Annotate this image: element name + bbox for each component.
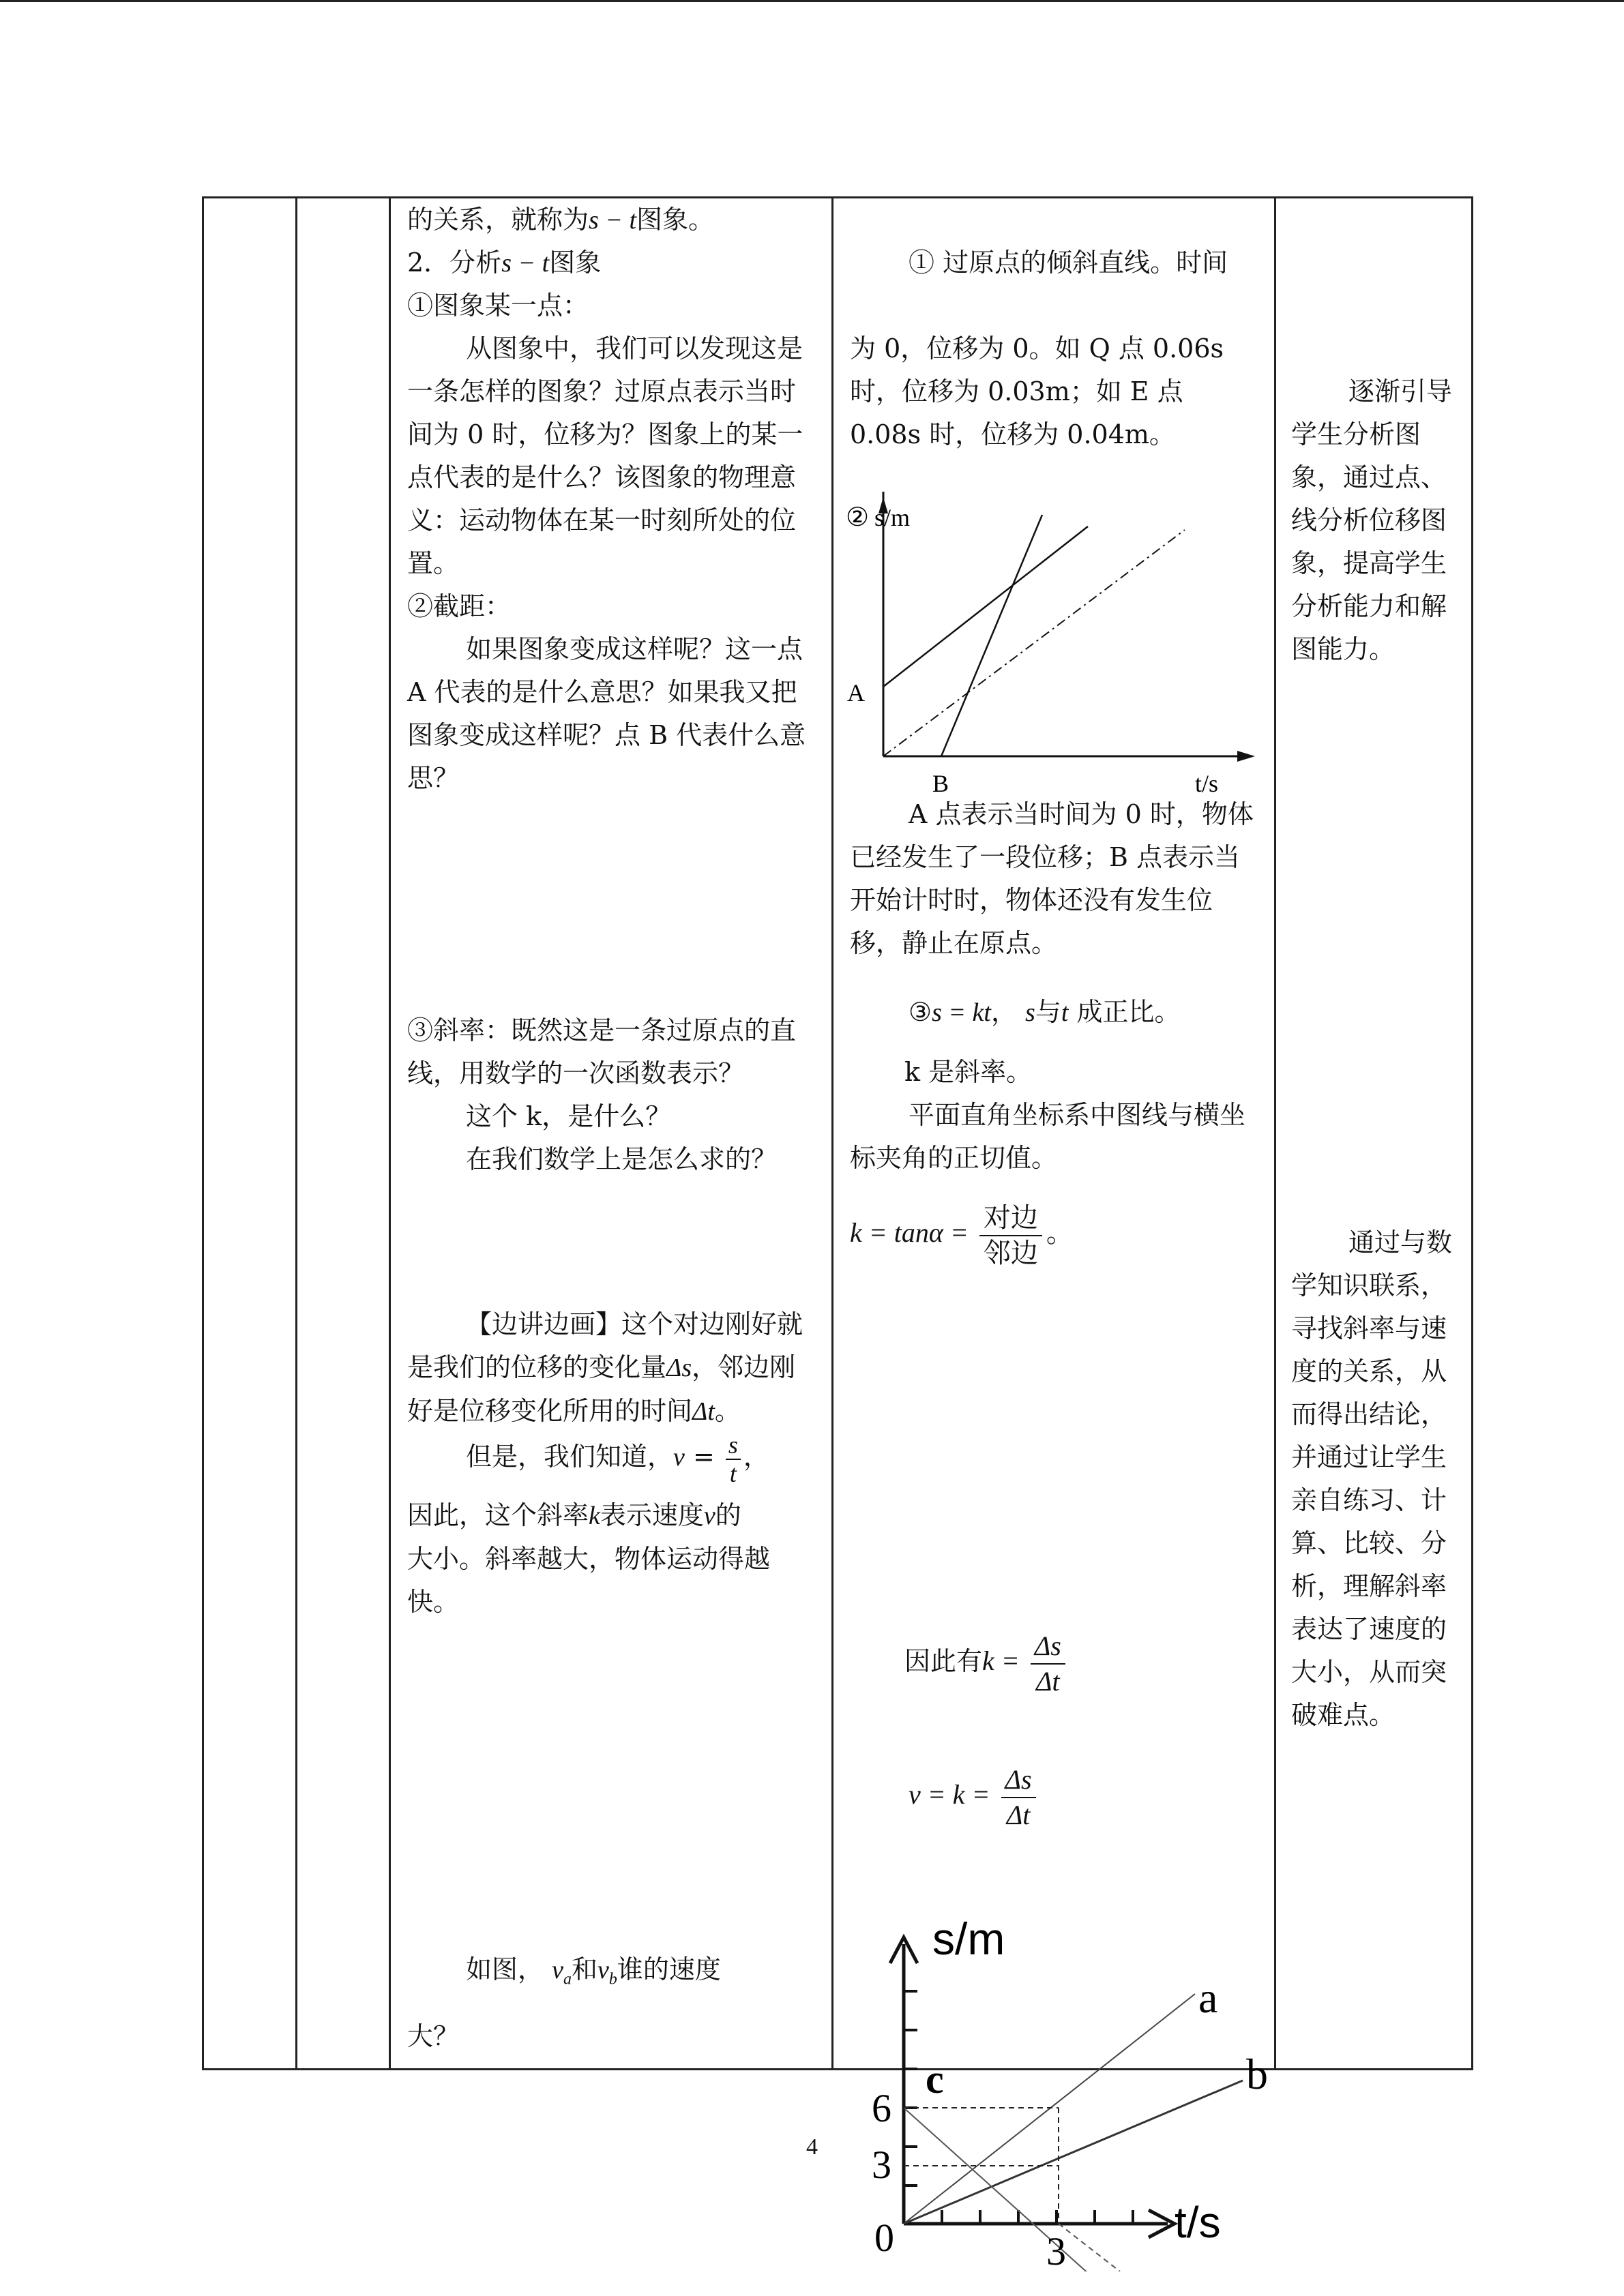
g2-tick-6: 6 xyxy=(872,2086,891,2130)
lesson-table xyxy=(202,196,1473,2271)
question-which-faster: 如图， $v_a$和$v_b$谁的速度 xyxy=(466,1954,721,1988)
graph1-y-label: s/m xyxy=(874,504,911,531)
g2-label-a: a xyxy=(1198,1973,1218,2022)
item-2-label: ②截距： xyxy=(407,591,512,621)
item-3-slope: ③斜率：既然这是一条过原点的直线，用数学的一次函数表示？ xyxy=(407,1015,797,1088)
item-1-label: ①图象某一点： xyxy=(407,290,589,320)
answer-2-intercepts: A 点表示当时间为 0 时，物体已经发生了一段位移；B 点表示当开始计时时，物体还没有发生位移，静止在原点。 xyxy=(850,799,1254,958)
note-analyze-graph: 逐渐引导学生分析图象，通过点、线分析位移图象，提高学生分析能力和解图能力。 xyxy=(1291,376,1453,664)
line-with-intercept-b xyxy=(941,515,1042,756)
g2-tick-3-x: 3 xyxy=(1046,2229,1066,2271)
g2-tick-3-y: 3 xyxy=(872,2143,891,2187)
formula-k: 因此有k = $\frac{\Delta s}{\Delta t}$ xyxy=(904,1629,1259,1699)
graph1-x-label: t/s xyxy=(1195,770,1219,797)
paragraph-draw: 【边讲边画】这个对边刚好就是我们的位移的变化量Δs，邻边刚好是位移变化所用的时间Δt。 xyxy=(407,1309,803,1426)
line-c xyxy=(904,2108,1104,2271)
table-row xyxy=(203,198,1473,2070)
fraction-ds-dt: $\frac{\Delta s}{\Delta t}$ xyxy=(1031,1629,1065,1699)
tangent-explanation: 平面直角坐标系中图线与横坐标夹角的正切值。 xyxy=(850,1100,1246,1173)
column-1-cell xyxy=(203,198,297,2070)
fraction-ds-dt-v: $\frac{\Delta s}{\Delta t}$ xyxy=(1001,1763,1036,1832)
g2-y-label: s/m xyxy=(932,1913,1005,1964)
top-border xyxy=(0,0,1624,2)
paragraph-intercept: 如果图象变成这样呢？这一点 A 代表的是什么意思？如果我又把图象变成这样呢？点 B 代表什么意思？ xyxy=(407,634,806,793)
graph1-point-a: A xyxy=(847,679,865,706)
answer-1-detail: 为 0，位移为 0。如 Q 点 0.06s 时，位移为 0.03m；如 E 点 0.08s 时，位移为 0.04m。 xyxy=(850,333,1224,449)
answer-1-start: ① 过原点的倾斜直线。时间 xyxy=(909,248,1228,278)
line-st-relation: 的关系，就称为s − t图象。 xyxy=(407,205,715,235)
g2-label-b: b xyxy=(1246,2050,1268,2098)
line-through-origin xyxy=(883,530,1185,756)
section-2-heading: 2．分析s − t图象 xyxy=(407,248,602,278)
line-a xyxy=(904,1994,1195,2224)
g2-label-c: c xyxy=(926,2057,944,2102)
question-math: 在我们数学上是怎么求的？ xyxy=(466,1144,778,1174)
teacher-activity-cell xyxy=(390,198,833,2070)
question-k: 这个 k，是什么？ xyxy=(466,1101,672,1131)
g2-x-label: t/s xyxy=(1175,2198,1221,2247)
graph1-circle-2: ② xyxy=(846,502,870,532)
g2-origin: 0 xyxy=(874,2216,894,2260)
note-slope-speed: 通过与数学知识联系，寻找斜率与速度的关系，从而得出结论，并通过让学生亲自练习、计算、比较、分析，理解斜率表达了速度的大小，从而突破难点。 xyxy=(1291,1227,1453,1730)
fraction-s-over-t: $\frac{s}{t}$ xyxy=(726,1431,741,1487)
column-2-cell xyxy=(297,198,390,2070)
fraction-opposite-adjacent: $\frac{\text{对边}}{\text{邻边}}$ xyxy=(979,1201,1042,1270)
answer-3-proportional: ③s = kt， s与t 成正比。 xyxy=(909,997,1181,1027)
page-number: 4 xyxy=(806,2134,818,2160)
student-activity-cell xyxy=(833,198,1275,2271)
design-intent-cell xyxy=(1275,198,1473,2070)
k-is-slope: k 是斜率。 xyxy=(904,1057,1033,1087)
paragraph-velocity-formula: 但是，我们知道，v = $\frac{s}{t}$ ， xyxy=(466,1431,769,1487)
paragraph-slope-speed: 因此，这个斜率k表示速度v的 大小。斜率越大，物体运动得越快。 xyxy=(407,1500,771,1617)
graph1-point-b: B xyxy=(932,770,949,797)
x-axis-arrow xyxy=(1237,751,1255,762)
graph-velocity-comparison xyxy=(833,1903,1274,2271)
paragraph-point-meaning: 从图象中，我们可以发现这是一条怎样的图象？过原点表示当时间为 0 时，位移为？图象上的某一点代表的是什么？该图象的物理意义：运动物体在某一时刻所处的位置。 xyxy=(407,333,803,578)
question-which-faster-end: 大？ xyxy=(407,2021,460,2051)
line-c-extension xyxy=(1059,2224,1120,2271)
formula-tan: k = tanα = $\frac{\text{对边}}{\text{邻边}}$ 。 xyxy=(850,1201,1259,1270)
line-with-intercept-a xyxy=(883,526,1088,687)
formula-v: v = k = $\frac{\Delta s}{\Delta t}$ xyxy=(909,1763,1263,1832)
